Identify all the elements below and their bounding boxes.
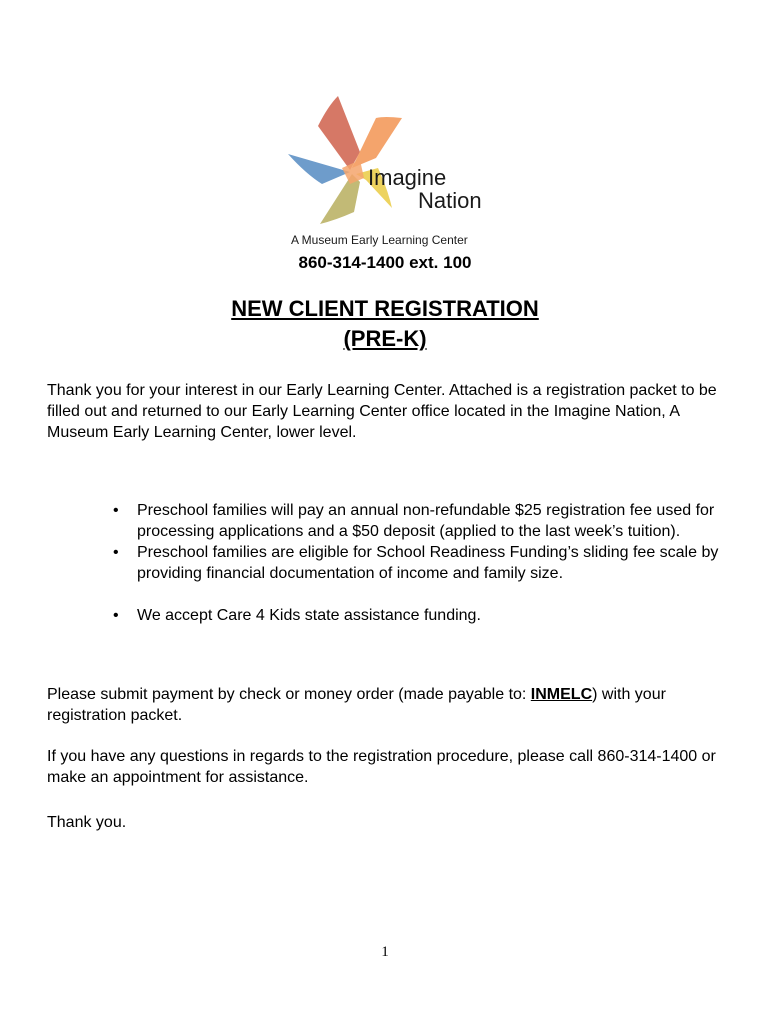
logo-name-line1: Imagine <box>368 165 447 190</box>
pinwheel-center <box>342 160 364 184</box>
logo-name-line2: Nation <box>418 188 482 213</box>
imagine-nation-logo <box>280 92 490 252</box>
payee-name: INMELC <box>530 686 593 703</box>
pinwheel-blade-coral <box>318 96 360 170</box>
intro-paragraph: Thank you for your interest in our Early Learning Center. Attached is a registration packet to be filled out and returned to our Early Learning Center office located in the Imagine Nation, A Museum Early Learning Center, lower level. <box>47 382 717 441</box>
logo-tagline: A Museum Early Learning Center <box>291 233 468 247</box>
page-title <box>0 294 770 354</box>
page-number: 1 <box>381 944 389 960</box>
title-line-1: NEW CLIENT REGISTRATION <box>231 296 539 321</box>
payment-text-after: ) with your registration packet. <box>47 686 666 724</box>
fee-bullet-list <box>113 500 733 626</box>
bullet-school-readiness: • Preschool families are eligible for School Readiness Funding’s sliding fee scale by providing financial documentation of income and family size. <box>113 542 733 584</box>
closing-text: Thank you. <box>47 814 127 831</box>
pinwheel-blade-blue <box>288 154 350 184</box>
pinwheel-icon <box>288 96 402 224</box>
title-line-2: (PRE-K) <box>343 326 427 351</box>
phone-number: 860-314-1400 ext. 100 <box>298 253 472 272</box>
bullet-registration-fee: • Preschool families will pay an annual non-refundable $25 registration fee used for processing applications and a $50 deposit (applied to the last week’s tuition). <box>113 500 733 542</box>
payment-paragraph <box>47 684 737 726</box>
payment-text-before: Please submit payment by check or money order (made payable to: <box>47 686 531 703</box>
bullet-care4kids: • We accept Care 4 Kids state assistance funding. <box>113 605 733 626</box>
questions-paragraph: If you have any questions in regards to the registration procedure, please call 860-314-1400 or make an appointment for assistance. <box>47 748 716 786</box>
